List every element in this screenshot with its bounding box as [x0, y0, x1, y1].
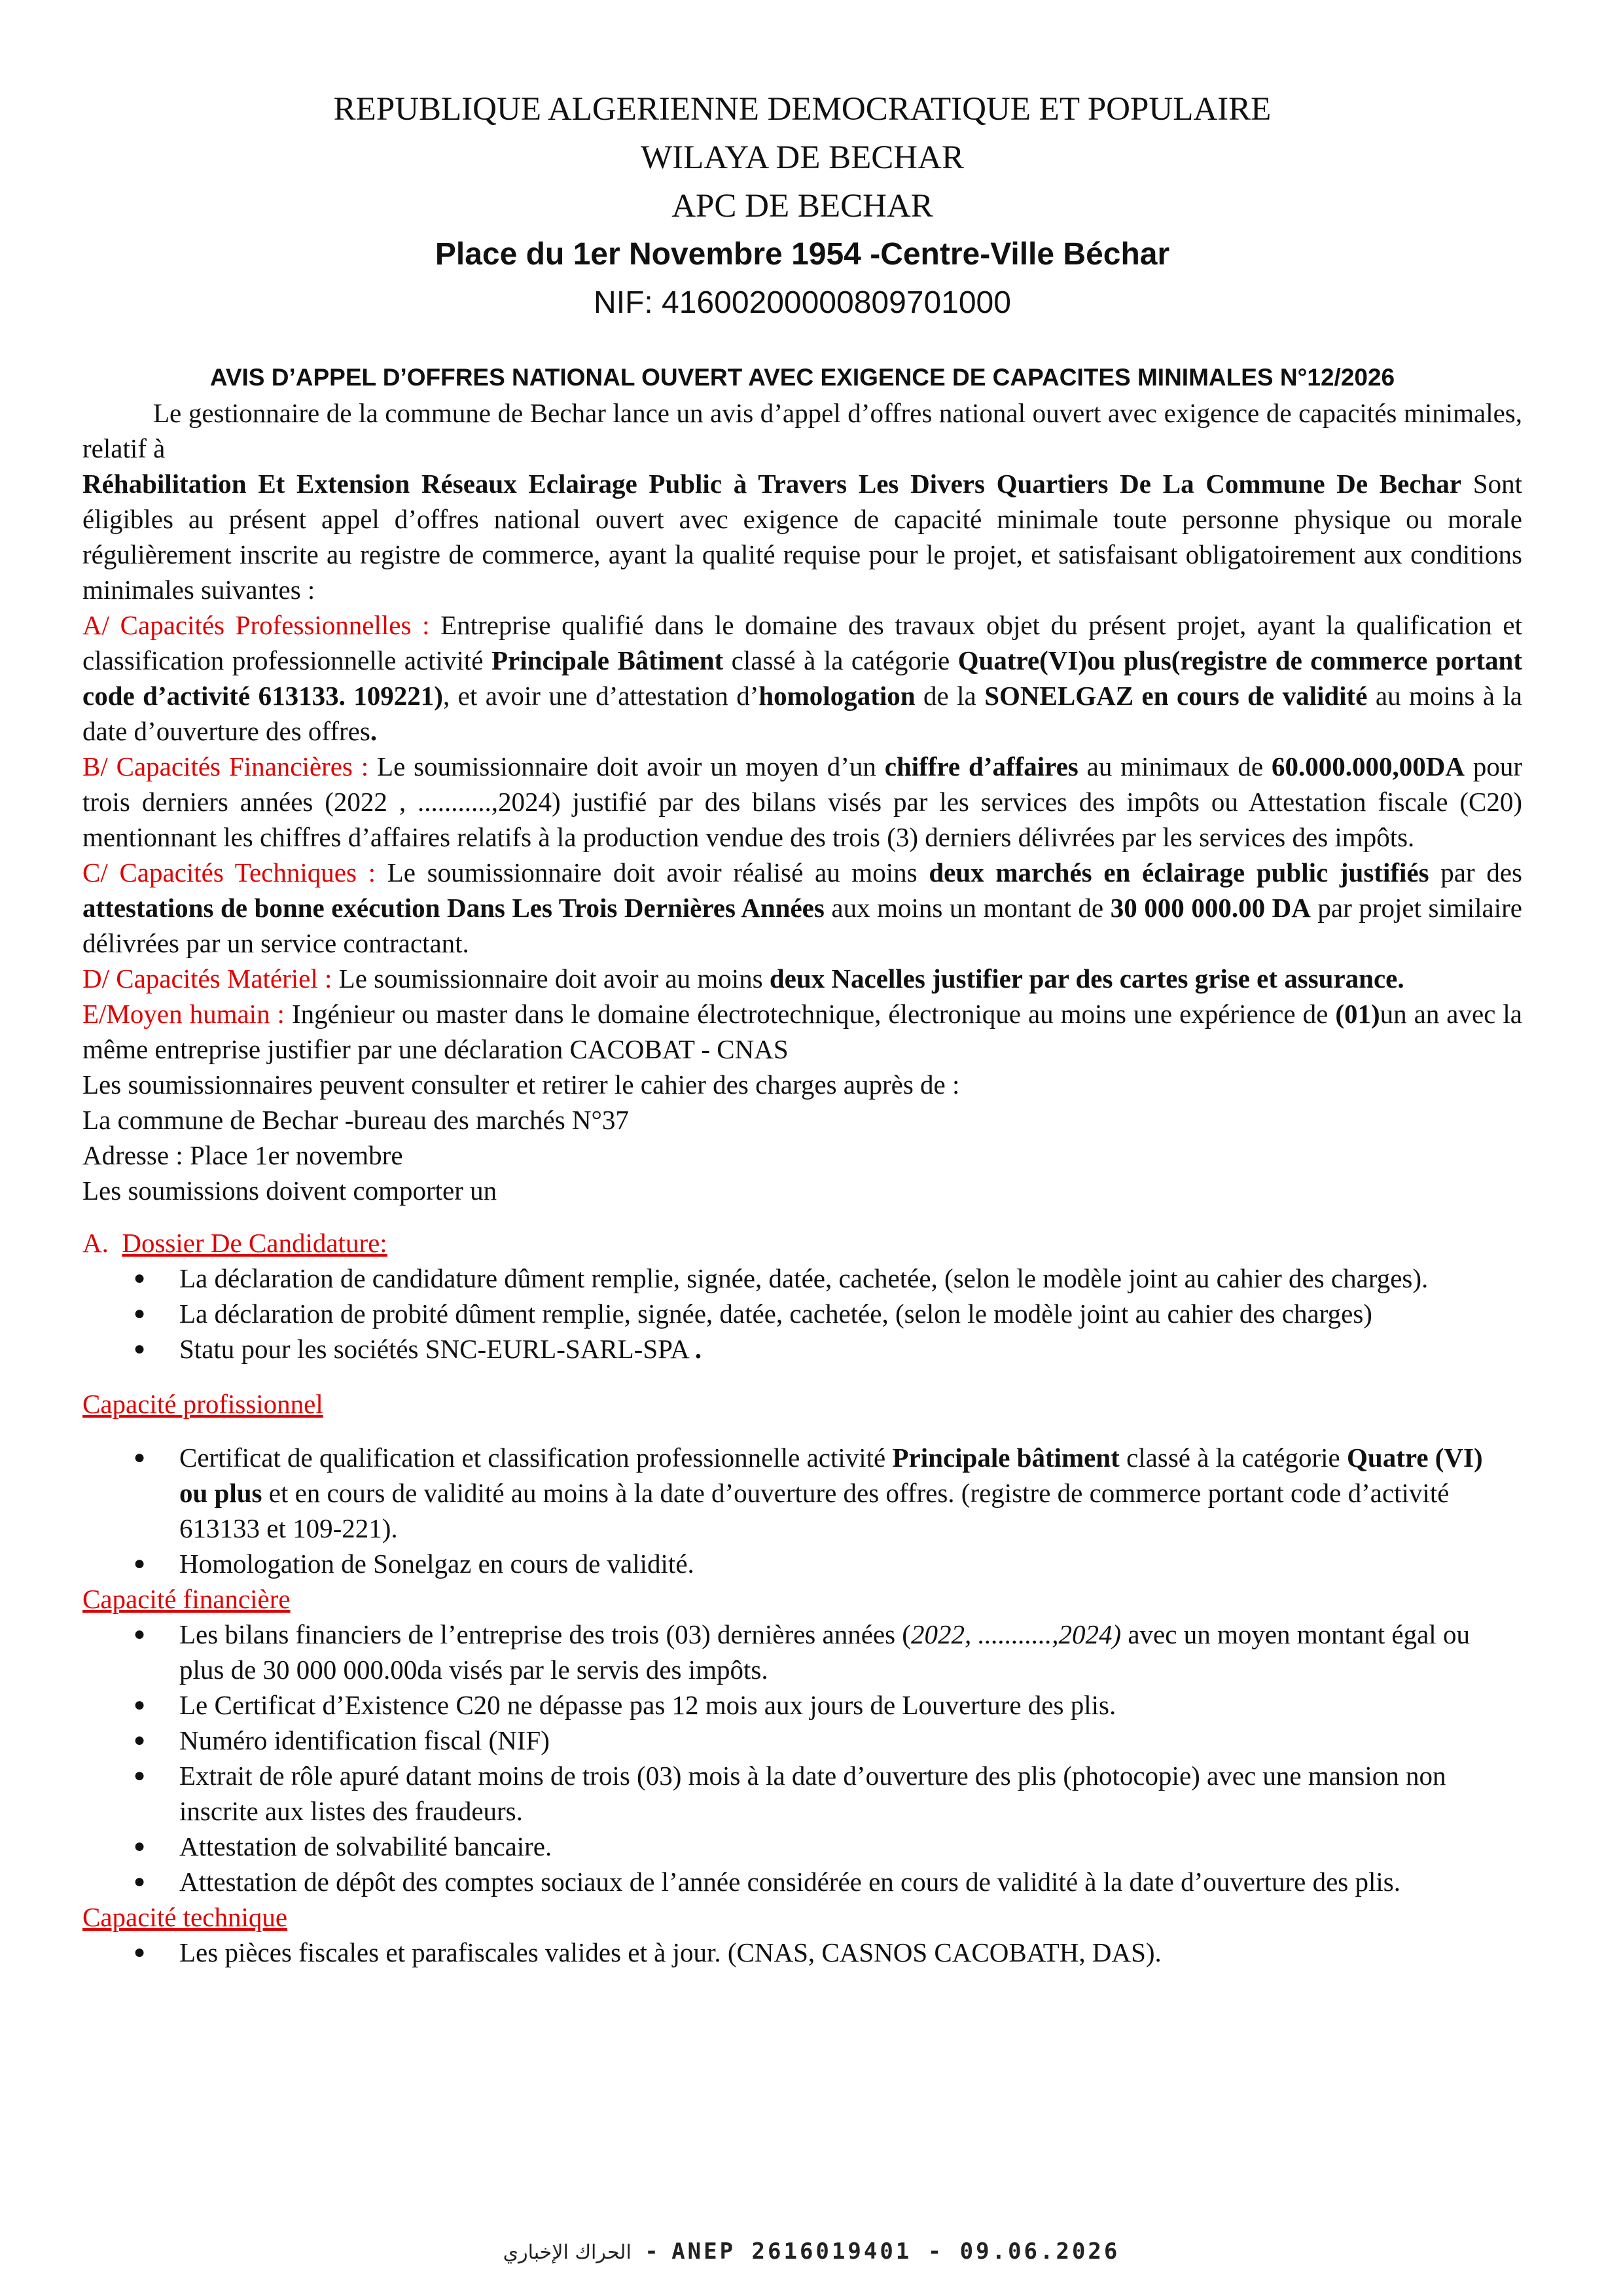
cap-tech-list	[82, 1935, 1522, 1970]
retrait-line-2: La commune de Bechar -bureau des marchés N°37	[82, 1105, 629, 1135]
retrait-line-1: Les soumissionnaires peuvent consulter et retirer le cahier des charges auprès de :	[82, 1069, 960, 1100]
bullet-icon: ●	[134, 1694, 146, 1715]
header-wilaya: WILAYA DE BECHAR	[641, 139, 964, 176]
condition-c: C/ Capacités Techniques : Le soumissionnaire doit avoir réalisé au moins deux marchés en éclairage public justifiés par des attestations de bonne exécution Dans Les Trois Dernières Années aux moins un montant de 30 000 000.00 DA par projet similaire délivrées par un service contractant.	[82, 857, 1522, 958]
bullet-icon: ●	[134, 1765, 146, 1786]
list-item: ● Les pièces fiscales et parafiscales valides et à jour. (CNAS, CASNOS CACOBATH, DAS).	[82, 1935, 1522, 1970]
notice-body	[82, 395, 1522, 1208]
list-item: ● Certificat de qualification et classification professionnelle activité Principale bâtiment classé à la catégorie Quatre (VI) ou plus et en cours de validité au moins à la date d’ouverture des offres. (registre de commerce portant code d’activité 613133 et 109-221).	[82, 1440, 1522, 1546]
dossier-heading: A. Dossier De Candidature:	[82, 1228, 387, 1258]
list-item: ● Attestation de dépôt des comptes sociaux de l’année considérée en cours de validité à la date d’ouverture des plis.	[82, 1864, 1522, 1899]
cap-tech-heading: Capacité technique	[82, 1902, 288, 1932]
dossier-list	[82, 1261, 1522, 1367]
bullet-icon: ●	[134, 1446, 146, 1468]
project-title: Réhabilitation Et Extension Réseaux Eclairage Public à Travers Les Divers Quartiers De La Commune De Bechar	[82, 469, 1462, 499]
condition-a: A/ Capacités Professionnelles : Entreprise qualifié dans le domaine des travaux objet du présent projet, ayant la qualification et classification professionnelle activité Principale Bâtiment classé à la catégorie Quatre(VI)ou plus(registre de commerce portant code d’activité 613133. 109221), et avoir une d’attestation d’homologation de la SONELGAZ en cours de validité au moins à la date d’ouverture des offres.	[82, 610, 1522, 746]
project-paragraph: Réhabilitation Et Extension Réseaux Eclairage Public à Travers Les Divers Quartiers De La Commune De Bechar Sont éligibles au présent appel d’offres national ouvert avec exigence de capacité minimale toute personne physique ou morale régulièrement inscrite au registre de commerce, ayant la qualité requise pour le projet, et satisfaisant obligatoirement aux conditions minimales suivantes :	[82, 469, 1522, 605]
retrait-line-4: Les soumissions doivent comporter un	[82, 1175, 497, 1206]
footer-reference: - ANEP 2616019401 - 09.06.2026	[631, 2238, 1120, 2265]
condition-b: B/ Capacités Financières : Le soumissionnaire doit avoir un moyen d’un chiffre d’affaires au minimaux de 60.000.000,00DA pour trois derniers années (2022 , ...........,2024) justifié par des bilans visés par les services des impôts ou Attestation fiscale (C20) mentionnant les chiffres d’affaires relatifs à la production vendue des trois (3) derniers délivrées par les services des impôts.	[82, 751, 1522, 852]
bullet-icon: ●	[134, 1871, 146, 1892]
condition-b-label: B/ Capacités Financières :	[82, 751, 369, 781]
bullet-icon: ●	[134, 1623, 146, 1645]
list-item: ● Statu pour les sociétés SNC-EURL-SARL-SPA .	[82, 1331, 1522, 1367]
cap-pro-heading: Capacité profissionnel	[82, 1389, 323, 1419]
notice-title: AVIS D’APPEL D’OFFRES NATIONAL OUVERT AVEC EXIGENCE DE CAPACITES MINIMALES N°12/2026	[209, 364, 1395, 391]
list-item: ● Attestation de solvabilité bancaire.	[82, 1829, 1522, 1864]
bullet-icon: ●	[134, 1941, 146, 1963]
list-item: ● Le Certificat d’Existence C20 ne dépasse pas 12 mois aux jours de Louverture des plis.	[82, 1687, 1522, 1723]
list-item: ● La déclaration de candidature dûment remplie, signée, datée, cachetée, (selon le modèle joint au cahier des charges).	[82, 1261, 1522, 1296]
bullet-icon: ●	[134, 1267, 146, 1289]
header-address: Place du 1er Novembre 1954 -Centre-Ville Béchar	[435, 237, 1170, 272]
header-republic: REPUBLIQUE ALGERIENNE DEMOCRATIQUE ET POPULAIRE	[333, 91, 1272, 128]
dossier-title: Dossier De Candidature:	[122, 1228, 387, 1258]
condition-e-label: E/Moyen humain :	[82, 999, 285, 1029]
document-header	[82, 85, 1522, 327]
bullet-icon: ●	[134, 1302, 146, 1324]
document-page	[82, 85, 1522, 1970]
list-item: ● Extrait de rôle apuré datant moins de trois (03) mois à la date d’ouverture des plis (photocopie) avec une mansion non inscrite aux listes des fraudeurs.	[82, 1758, 1522, 1829]
retrait-line-3: Adresse : Place 1er novembre	[82, 1140, 403, 1170]
bullet-icon: ●	[134, 1729, 146, 1751]
condition-d: D/ Capacités Matériel : Le soumissionnaire doit avoir au moins deux Nacelles justifier par des cartes grise et assurance.	[82, 963, 1404, 994]
header-apc: APC DE BECHAR	[671, 188, 933, 224]
list-item: ● Numéro identification fiscal (NIF)	[82, 1723, 1522, 1758]
condition-d-label: D/ Capacités Matériel :	[82, 963, 332, 994]
condition-a-label: A/ Capacités Professionnelles :	[82, 610, 430, 640]
intro-paragraph: Le gestionnaire de la commune de Bechar lance un avis d’appel d’offres national ouvert avec exigence de capacités minimales, relatif à	[82, 398, 1522, 463]
condition-e: E/Moyen humain : Ingénieur ou master dans le domaine électrotechnique, électronique au moins une expérience de (01)un an avec la même entreprise justifier par une déclaration CACOBAT - CNAS	[82, 999, 1522, 1064]
bullet-icon: ●	[134, 1552, 146, 1574]
header-nif: NIF: 41600200000809701000	[594, 285, 1011, 320]
list-item: ● Homologation de Sonelgaz en cours de validité.	[82, 1546, 1522, 1581]
list-item: ● La déclaration de probité dûment remplie, signée, datée, cachetée, (selon le modèle joint au cahier des charges)	[82, 1296, 1522, 1331]
cap-pro-list	[82, 1440, 1522, 1581]
cap-fin-list	[82, 1617, 1522, 1899]
bullet-icon: ●	[134, 1338, 146, 1359]
publication-footer	[0, 2238, 1623, 2265]
condition-c-label: C/ Capacités Techniques :	[82, 857, 376, 888]
list-item: ● Les bilans financiers de l’entreprise des trois (03) dernières années (2022, ...........,2024) avec un moyen montant égal ou plus de 30 000 000.00da visés par le servis des impôts.	[82, 1617, 1522, 1687]
bullet-icon: ●	[134, 1835, 146, 1857]
cap-fin-heading: Capacité financière	[82, 1584, 291, 1614]
footer-newspaper: الحراك الإخباري	[503, 2241, 632, 2264]
